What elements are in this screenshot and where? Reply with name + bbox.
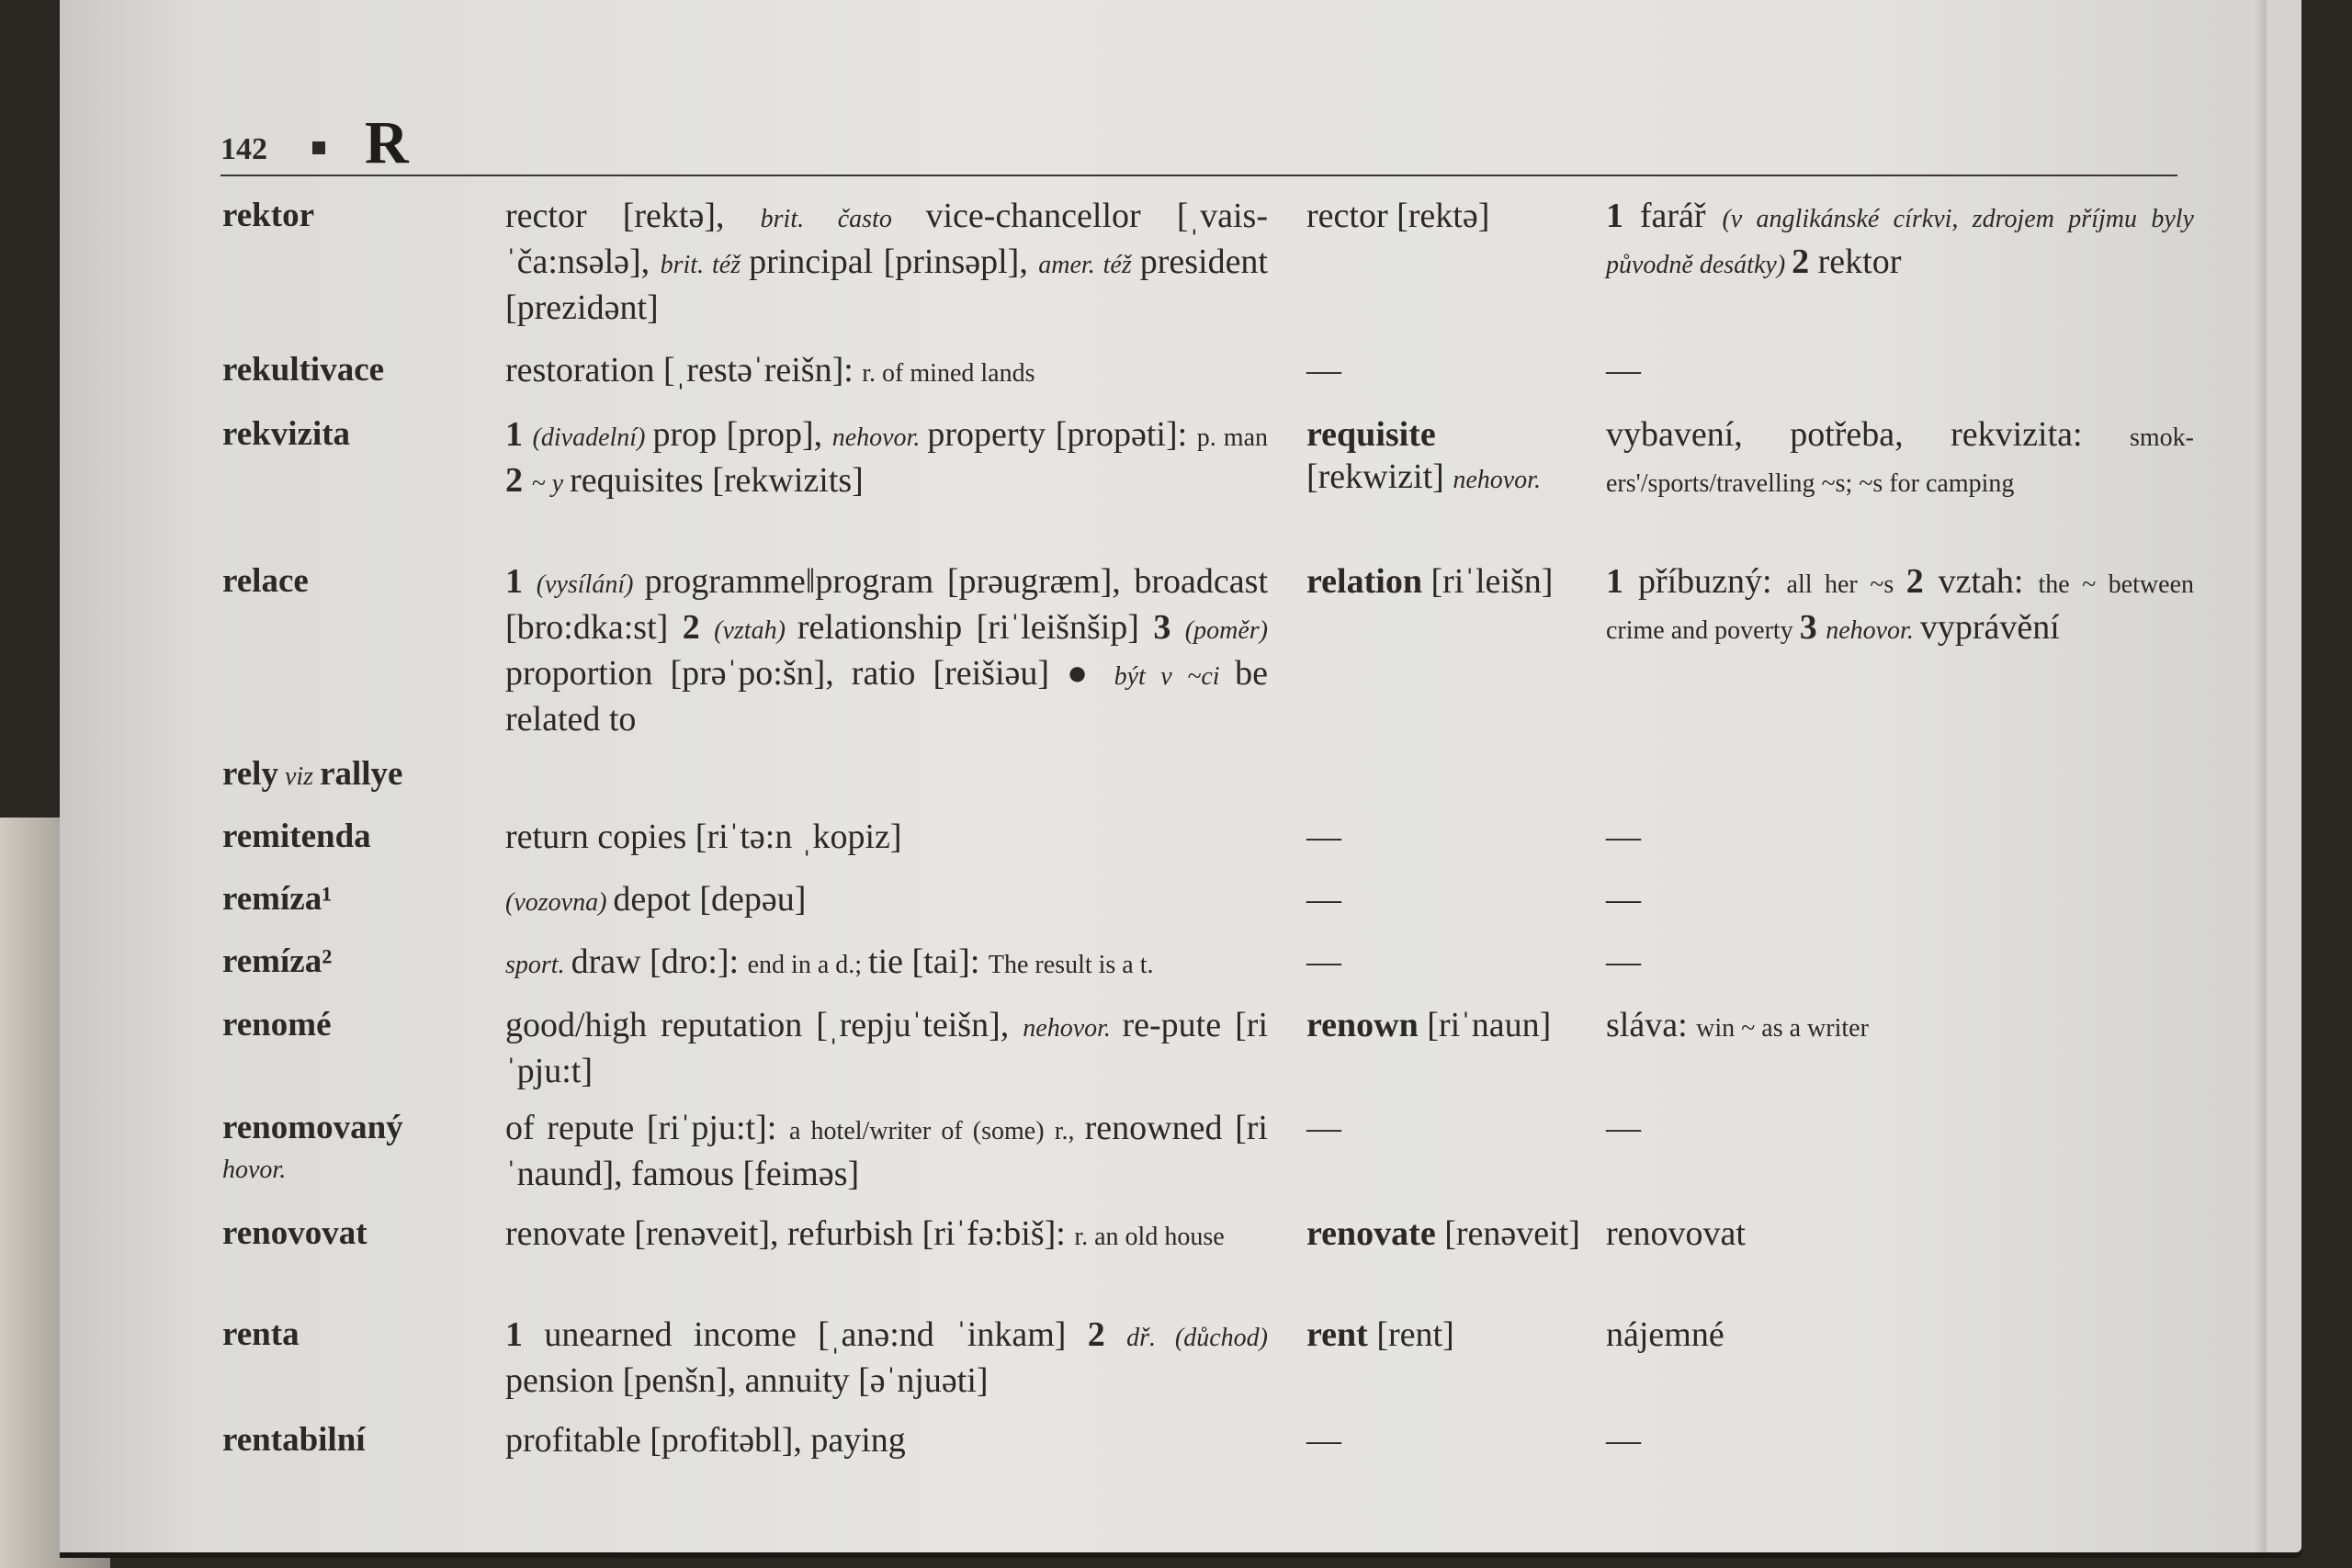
false-friend-cell bbox=[1306, 1004, 1582, 1046]
text-fragment: of repute [riˈpju:t]: bbox=[505, 1109, 789, 1147]
section-letter: R bbox=[365, 109, 409, 176]
text-fragment: principal [prinsəpl], bbox=[749, 243, 1039, 281]
text-fragment: nehovor. bbox=[1826, 616, 1920, 645]
text-fragment: (vozovna) bbox=[505, 888, 614, 917]
english-translation-cell bbox=[505, 941, 1268, 987]
text-fragment: — bbox=[1606, 351, 1641, 389]
text-fragment: být v ~ci bbox=[1114, 662, 1236, 691]
meaning-cell bbox=[1606, 560, 2194, 652]
english-translation-cell bbox=[505, 816, 1268, 858]
headword: renomovaný bbox=[222, 1109, 403, 1146]
headword: remíza¹ bbox=[222, 880, 333, 918]
false-friend-cell bbox=[1306, 413, 1582, 502]
text-fragment: requisite bbox=[1306, 415, 1436, 454]
headword-cell bbox=[222, 1107, 489, 1191]
text-fragment: sport. bbox=[505, 951, 571, 979]
text-fragment: nehovor. bbox=[1023, 1014, 1123, 1043]
text-fragment: — bbox=[1606, 1109, 1641, 1147]
text-fragment: farář bbox=[1639, 197, 1723, 235]
headword-cell bbox=[222, 878, 489, 920]
text-fragment: 2 bbox=[682, 608, 715, 647]
english-translation-cell bbox=[505, 560, 1268, 740]
text-fragment: rektor bbox=[1817, 243, 1902, 281]
false-friend-cell bbox=[1306, 941, 1582, 983]
text-fragment: 3 bbox=[1153, 608, 1185, 647]
text-fragment: renown bbox=[1306, 1006, 1428, 1044]
headword: rekvizita bbox=[222, 415, 351, 453]
text-fragment: (vysílání) bbox=[536, 570, 645, 599]
text-fragment: re-pute [riˈpju:t] bbox=[505, 1006, 1268, 1090]
text-fragment: be related to bbox=[505, 654, 1268, 739]
text-fragment: rector [rektə] bbox=[1306, 197, 1490, 235]
text-fragment: relation bbox=[1306, 562, 1431, 601]
text-fragment: nehovor. bbox=[1453, 466, 1541, 494]
text-fragment: 1 bbox=[505, 562, 537, 601]
text-fragment: [riˈleišn] bbox=[1430, 562, 1554, 601]
false-friend-cell bbox=[1306, 878, 1582, 920]
headword-cell bbox=[222, 1419, 489, 1461]
text-fragment: — bbox=[1306, 1421, 1341, 1460]
text-fragment: property [propəti]: bbox=[927, 415, 1197, 454]
headword: renomé bbox=[222, 1006, 332, 1043]
text-fragment: a hotel/writer of (some) r., bbox=[788, 1117, 1085, 1145]
text-fragment: — bbox=[1606, 942, 1641, 981]
text-fragment: renovovat bbox=[1606, 1214, 1746, 1253]
text-fragment: 1 bbox=[505, 415, 533, 454]
text-fragment: — bbox=[1306, 942, 1341, 981]
meaning-cell bbox=[1606, 195, 2194, 287]
false-friend-cell bbox=[1306, 1213, 1582, 1255]
headword: remitenda bbox=[222, 818, 371, 855]
headword: renta bbox=[222, 1315, 300, 1353]
text-fragment: — bbox=[1306, 351, 1341, 389]
text-fragment: rector [rektə], bbox=[505, 197, 761, 235]
text-fragment: dř. (důchod) bbox=[1126, 1324, 1268, 1352]
headword-cell bbox=[222, 413, 489, 456]
text-fragment: (poměr) bbox=[1184, 616, 1268, 645]
text-fragment: return copies [riˈtə:n ˌkopiz] bbox=[505, 818, 902, 856]
text-fragment: vyprávění bbox=[1919, 608, 2060, 647]
text-fragment: vice-chancellor [ˌvais-ˈča:nsələ], bbox=[505, 197, 1268, 281]
meaning-cell bbox=[1606, 413, 2194, 505]
text-fragment: 2 bbox=[1087, 1315, 1127, 1354]
text-fragment: unearned income [ˌanə:nd ˈinkam] bbox=[544, 1315, 1088, 1354]
english-translation-cell bbox=[505, 1314, 1268, 1402]
page-header bbox=[220, 108, 2177, 176]
text-fragment: amer. též bbox=[1038, 251, 1140, 279]
text-fragment: [rent] bbox=[1376, 1315, 1454, 1354]
text-fragment: programme‖program [prəugræm], broadcast [bro:dka:st] bbox=[505, 562, 1269, 647]
text-fragment: — bbox=[1306, 818, 1341, 856]
headword-cell bbox=[222, 560, 489, 603]
meaning-cell bbox=[1606, 941, 2194, 983]
text-fragment: r. an old house bbox=[1074, 1223, 1225, 1251]
text-fragment: smok-ers'/sports/travelling ~s; ~s for camping bbox=[1606, 423, 2194, 498]
english-translation-cell bbox=[505, 878, 1268, 924]
headword-register-label: hovor. bbox=[222, 1156, 287, 1184]
page-number: 142 bbox=[220, 132, 267, 166]
meaning-cell bbox=[1606, 1314, 2194, 1356]
text-fragment: requisites [rekwizits] bbox=[570, 461, 864, 500]
english-translation-cell bbox=[505, 413, 1268, 505]
false-friend-cell bbox=[1306, 195, 1582, 237]
text-fragment: pension [penšn], annuity [əˈnjuəti] bbox=[505, 1361, 989, 1400]
meaning-cell bbox=[1606, 878, 2194, 920]
english-translation-cell bbox=[505, 195, 1268, 329]
headword: rekultivace bbox=[222, 351, 385, 389]
text-fragment: tie [tai]: bbox=[868, 942, 989, 981]
text-fragment: 1 bbox=[1606, 562, 1638, 601]
headword-cell bbox=[222, 753, 489, 798]
meaning-cell bbox=[1606, 1213, 2194, 1255]
english-translation-cell bbox=[505, 349, 1268, 395]
text-fragment: [riˈnaun] bbox=[1427, 1006, 1552, 1044]
headword-cell bbox=[222, 195, 489, 237]
text-fragment: p. man bbox=[1196, 423, 1269, 452]
text-fragment: profitable [profitəbl], paying bbox=[505, 1421, 906, 1460]
text-fragment: 1 bbox=[505, 1315, 545, 1354]
text-fragment: president [prezidənt] bbox=[505, 243, 1268, 327]
text-fragment: 2 bbox=[505, 461, 532, 500]
text-fragment: restoration [ˌrestəˈreišn]: bbox=[505, 351, 863, 389]
headword-cell bbox=[222, 349, 489, 391]
headword-cell bbox=[222, 941, 489, 983]
headword-cell bbox=[222, 1213, 489, 1255]
english-translation-cell bbox=[505, 1004, 1268, 1092]
text-fragment: renowned [riˈnaund], famous [feiməs] bbox=[505, 1109, 1268, 1193]
text-fragment: renovate [renəveit], refurbish [riˈfə:biš]: bbox=[505, 1214, 1075, 1253]
english-translation-cell bbox=[505, 1107, 1268, 1195]
cross-reference-target: rallye bbox=[320, 755, 403, 793]
false-friend-cell bbox=[1306, 816, 1582, 858]
text-fragment: (v anglikánské církvi, zdrojem příjmu byly původně desátky) bbox=[1606, 205, 2194, 279]
text-fragment: nehovor. bbox=[831, 423, 928, 452]
text-fragment: vybavení, potřeba, rekvizita: bbox=[1606, 415, 2130, 454]
text-fragment: relationship [riˈleišnšip] bbox=[797, 608, 1154, 647]
text-fragment: proportion [prəˈpo:šn], ratio [reišiəu] ● bbox=[505, 654, 1114, 693]
text-fragment: — bbox=[1606, 1421, 1641, 1460]
text-fragment: sláva: bbox=[1606, 1006, 1697, 1044]
cross-reference-note: viz bbox=[277, 762, 321, 791]
text-fragment: end in a d.; bbox=[747, 951, 869, 979]
headword: remíza² bbox=[222, 942, 333, 980]
headword: rektor bbox=[222, 197, 314, 234]
headword: rely bbox=[222, 755, 278, 793]
text-fragment: — bbox=[1306, 880, 1341, 919]
text-fragment: renovate bbox=[1306, 1214, 1445, 1253]
headword-cell bbox=[222, 1004, 489, 1046]
text-fragment: [rekwizit] bbox=[1306, 457, 1453, 496]
text-fragment: good/high reputation [ˌrepjuˈteišn], bbox=[505, 1006, 1023, 1044]
text-fragment: rent bbox=[1306, 1315, 1377, 1354]
text-fragment: — bbox=[1606, 818, 1641, 856]
false-friend-cell bbox=[1306, 560, 1582, 603]
page-edge bbox=[2254, 0, 2267, 1552]
text-fragment: — bbox=[1606, 880, 1641, 919]
headword-cell bbox=[222, 816, 489, 858]
english-translation-cell bbox=[505, 1419, 1268, 1461]
headword-cell bbox=[222, 1314, 489, 1356]
text-fragment: — bbox=[1306, 1109, 1341, 1147]
text-fragment: ~ y bbox=[531, 469, 571, 498]
headword: renovovat bbox=[222, 1214, 368, 1252]
text-fragment: r. of mined lands bbox=[862, 359, 1035, 388]
text-fragment: brit. též bbox=[660, 251, 750, 279]
square-bullet-icon bbox=[312, 141, 325, 154]
text-fragment: (divadelní) bbox=[532, 423, 653, 452]
meaning-cell bbox=[1606, 816, 2194, 858]
false-friend-cell bbox=[1306, 1419, 1582, 1461]
text-fragment: 3 bbox=[1799, 608, 1826, 647]
meaning-cell bbox=[1606, 349, 2194, 391]
text-fragment: (vztah) bbox=[714, 616, 797, 645]
false-friend-cell bbox=[1306, 1314, 1582, 1356]
text-fragment: all her ~s bbox=[1786, 570, 1906, 599]
text-fragment: draw [dro:]: bbox=[571, 942, 748, 981]
text-fragment: 1 bbox=[1606, 197, 1640, 235]
text-fragment: the ~ between crime and poverty bbox=[1606, 570, 2194, 645]
headword: rentabilní bbox=[222, 1421, 366, 1459]
meaning-cell bbox=[1606, 1004, 2194, 1050]
english-translation-cell bbox=[505, 1213, 1268, 1258]
text-fragment: [renəveit] bbox=[1444, 1214, 1580, 1253]
text-fragment: 2 bbox=[1792, 243, 1818, 281]
text-fragment: příbuzný: bbox=[1637, 562, 1787, 601]
text-fragment: depot [depəu] bbox=[613, 880, 807, 919]
text-fragment: brit. často bbox=[760, 205, 926, 233]
meaning-cell bbox=[1606, 1419, 2194, 1461]
meaning-cell bbox=[1606, 1107, 2194, 1149]
text-fragment: win ~ as a writer bbox=[1696, 1014, 1869, 1043]
false-friend-cell bbox=[1306, 349, 1582, 391]
text-fragment: The result is a t. bbox=[988, 951, 1154, 979]
text-fragment: 2 bbox=[1905, 562, 1939, 601]
headword: relace bbox=[222, 562, 309, 600]
false-friend-cell bbox=[1306, 1107, 1582, 1149]
text-fragment: nájemné bbox=[1606, 1315, 1724, 1354]
text-fragment: prop [prop], bbox=[652, 415, 832, 454]
text-fragment: vztah: bbox=[1938, 562, 2039, 601]
